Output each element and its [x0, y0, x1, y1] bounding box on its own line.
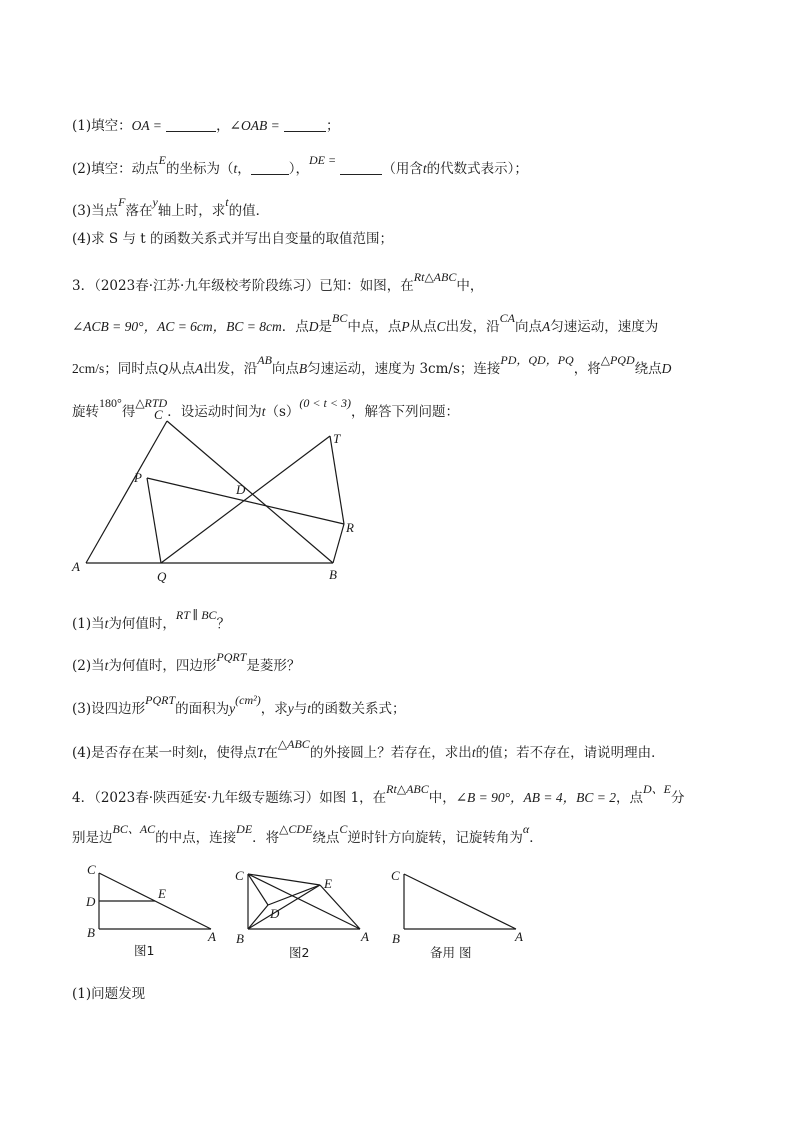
segment-tr: [330, 436, 344, 524]
q3-sub2: (2)当t为何值时，四边形PQRT是菱形？: [72, 650, 301, 674]
q4-line2: 别是边BC、AC的中点，连接DE．将△CDE绕点C逆时针方向旋转，记旋转角为α．: [72, 822, 543, 846]
q3-sub1: (1)当t为何值时，RT ∥ BC？: [72, 608, 231, 632]
segment-ca: [86, 421, 167, 563]
label-c: C: [154, 407, 163, 422]
fig3-label-c: C: [391, 868, 400, 883]
q4-sub1: (1)问题发现: [72, 986, 146, 1002]
q2-part2: (2)填空：动点E的坐标为（t， ），DE = （用含t的代数式表示）；: [72, 153, 528, 177]
fig2-ca: [248, 874, 360, 929]
fig2-label-a: A: [361, 929, 369, 944]
q2-part3: (3)当点F落在y轴上时，求t的值．: [72, 195, 270, 219]
math-angle-oab: ∠OAB =: [229, 118, 280, 133]
blank-oab[interactable]: [284, 117, 326, 132]
fig1-label-e: E: [158, 886, 166, 901]
fig2-label-c: C: [235, 868, 244, 883]
fig2-label-e: E: [324, 876, 332, 891]
fig1-label-d: D: [86, 894, 96, 909]
segment-rb: [333, 524, 344, 563]
segment-pr: [147, 478, 344, 524]
segment-cb: [167, 421, 333, 563]
segment-pq: [147, 478, 161, 563]
fig3-ca: [404, 874, 516, 929]
fig1-label-a: A: [208, 929, 216, 944]
fig2-be: [248, 885, 320, 929]
label-a: A: [72, 559, 80, 574]
fig1-caption: 图1: [134, 943, 155, 958]
blank-e-coord[interactable]: [251, 160, 289, 175]
q4-figure-1: [99, 873, 211, 929]
fig3-label-a: A: [515, 929, 523, 944]
label-d: D: [236, 482, 246, 497]
fig2-ea: [320, 885, 360, 929]
label-t: T: [333, 431, 341, 446]
fig3-caption: 备用 图: [430, 945, 472, 960]
fig2-cd: [248, 874, 268, 905]
blank-de[interactable]: [340, 160, 382, 175]
label-r: R: [346, 520, 354, 535]
label-p: P: [134, 470, 142, 485]
q3-intro: 3．（2023春·江苏·九年级校考阶段练习）已知：如图，在Rt△ABC中，: [72, 270, 484, 294]
blank-oa[interactable]: [166, 117, 216, 132]
fig2-ce: [248, 874, 320, 885]
fig1-ca: [99, 873, 211, 929]
fig2-db: [248, 905, 268, 929]
fig3-label-b: B: [392, 931, 400, 946]
q4-figure-2: [248, 874, 360, 929]
fig1-label-b: B: [87, 925, 95, 940]
q4-intro: 4．（2023春·陕西延安·九年级专题练习）如图 1，在Rt△ABC中，∠B = 90°，AB = 4，BC = 2，点D、E分: [72, 782, 685, 806]
q3-line3: 2cm/s；同时点Q从点A出发，沿AB向点B匀速运动，速度为 3cm/s；连接PD，QD，PQ，将△PQD绕点D: [72, 353, 672, 377]
q3-line2: ∠ACB = 90°，AC = 6cm，BC = 8cm．点D是BC中点，点P从点C出发，沿CA向点A匀速运动，速度为: [72, 311, 659, 335]
segment-qt: [161, 436, 330, 563]
math-oa: OA =: [131, 118, 162, 133]
math-de: DE =: [308, 153, 337, 167]
label-b: B: [329, 567, 337, 582]
fig2-label-b: B: [236, 931, 244, 946]
q3-line4: 旋转180°得△RTD．设运动时间为t（s）(0 < t < 3)，解答下列问题：: [72, 396, 459, 420]
fig2-caption: 图2: [289, 945, 310, 960]
q2-part1: (1)填空：OA = ，∠OAB = ；: [72, 118, 340, 134]
fig2-de: [268, 885, 320, 905]
label-q: Q: [157, 569, 167, 584]
q4-figure-spare: [404, 874, 516, 929]
q3-sub3: (3)设四边形PQRT的面积为y(cm²)，求y与t的函数关系式；: [72, 693, 406, 717]
q2-part4: (4)求 S 与 t 的函数关系式并写出自变量的取值范围；: [72, 231, 393, 247]
q3-sub4: (4)是否存在某一时刻t，使得点T在△ABC的外接圆上？若存在，求出t的值；若不存在，请说明理由．: [72, 737, 665, 761]
fig2-label-d: D: [270, 906, 280, 921]
fig1-label-c: C: [87, 862, 96, 877]
